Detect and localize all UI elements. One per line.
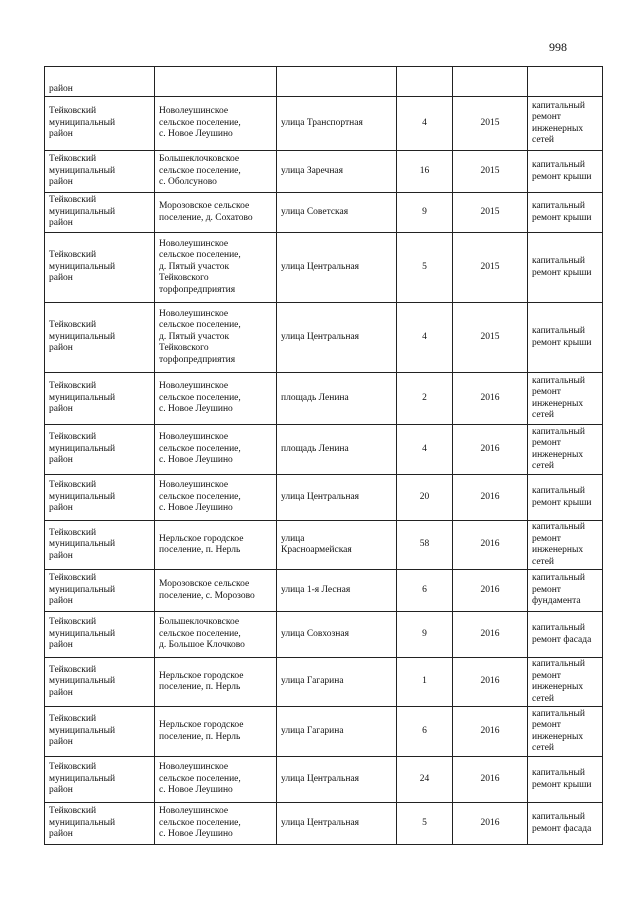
house-number-cell: 9 <box>397 612 453 658</box>
work-type-cell: капитальный ремонт инженерных сетей <box>528 425 603 475</box>
district-cell: Тейковский муниципальный район <box>45 707 155 757</box>
work-type-cell: капитальный ремонт фасада <box>528 612 603 658</box>
table-row <box>45 757 603 803</box>
table-row <box>45 521 603 570</box>
street-cell: площадь Ленина <box>277 373 397 425</box>
work-type-cell <box>528 67 603 97</box>
house-number-cell: 9 <box>397 193 453 233</box>
street-cell: улица Заречная <box>277 151 397 193</box>
work-type-cell: капитальный ремонт крыши <box>528 151 603 193</box>
district-cell: Тейковский муниципальный район <box>45 475 155 521</box>
street-cell: улица Красноармейская <box>277 521 397 570</box>
year-cell: 2016 <box>453 707 528 757</box>
year-cell: 2016 <box>453 757 528 803</box>
house-number-cell: 4 <box>397 425 453 475</box>
district-cell: Тейковский муниципальный район <box>45 303 155 373</box>
settlement-cell: Новолеушинское сельское поселение, с. Новое Леушино <box>155 757 277 803</box>
year-cell: 2015 <box>453 233 528 303</box>
house-number-cell: 1 <box>397 658 453 707</box>
year-cell: 2016 <box>453 570 528 612</box>
district-cell: Тейковский муниципальный район <box>45 233 155 303</box>
street-cell: улица Советская <box>277 193 397 233</box>
settlement-cell <box>155 67 277 97</box>
table-row <box>45 373 603 425</box>
street-cell: улица Центральная <box>277 757 397 803</box>
settlement-cell: Новолеушинское сельское поселение, с. Новое Леушино <box>155 475 277 521</box>
district-cell: Тейковский муниципальный район <box>45 193 155 233</box>
house-number-cell: 24 <box>397 757 453 803</box>
table-row <box>45 425 603 475</box>
house-number-cell: 2 <box>397 373 453 425</box>
repair-program-table <box>44 66 603 845</box>
settlement-cell: Большеклочковское сельское поселение, д. Большое Клочково <box>155 612 277 658</box>
street-cell: улица Центральная <box>277 803 397 845</box>
year-cell: 2015 <box>453 151 528 193</box>
street-cell: улица Центральная <box>277 303 397 373</box>
year-cell: 2015 <box>453 193 528 233</box>
settlement-cell: Морозовское сельское поселение, с. Морозово <box>155 570 277 612</box>
work-type-cell: капитальный ремонт инженерных сетей <box>528 373 603 425</box>
table-row <box>45 151 603 193</box>
settlement-cell: Новолеушинское сельское поселение, д. Пятый участок Тейковского торфопредприятия <box>155 233 277 303</box>
table-row <box>45 303 603 373</box>
year-cell <box>453 67 528 97</box>
street-cell: улица Гагарина <box>277 707 397 757</box>
settlement-cell: Большеклочковское сельское поселение, с. Оболсуново <box>155 151 277 193</box>
work-type-cell: капитальный ремонт инженерных сетей <box>528 707 603 757</box>
table-row <box>45 803 603 845</box>
house-number-cell: 6 <box>397 707 453 757</box>
work-type-cell: капитальный ремонт крыши <box>528 233 603 303</box>
table-row <box>45 97 603 151</box>
settlement-cell: Морозовское сельское поселение, д. Сохатово <box>155 193 277 233</box>
settlement-cell: Новолеушинское сельское поселение, с. Новое Леушино <box>155 425 277 475</box>
work-type-cell: капитальный ремонт крыши <box>528 475 603 521</box>
street-cell: улица Центральная <box>277 233 397 303</box>
settlement-cell: Нерльское городское поселение, п. Нерль <box>155 658 277 707</box>
district-cell: Тейковский муниципальный район <box>45 521 155 570</box>
street-cell: улица 1-я Лесная <box>277 570 397 612</box>
year-cell: 2016 <box>453 521 528 570</box>
district-cell: Тейковский муниципальный район <box>45 757 155 803</box>
table-row <box>45 193 603 233</box>
table-row <box>45 475 603 521</box>
work-type-cell: капитальный ремонт крыши <box>528 757 603 803</box>
work-type-cell: капитальный ремонт крыши <box>528 193 603 233</box>
district-cell: Тейковский муниципальный район <box>45 373 155 425</box>
district-cell: Тейковский муниципальный район <box>45 570 155 612</box>
work-type-cell: капитальный ремонт крыши <box>528 303 603 373</box>
street-cell: улица Гагарина <box>277 658 397 707</box>
settlement-cell: Нерльское городское поселение, п. Нерль <box>155 707 277 757</box>
settlement-cell: Новолеушинское сельское поселение, с. Новое Леушино <box>155 373 277 425</box>
district-cell: Тейковский муниципальный район <box>45 425 155 475</box>
table-row <box>45 570 603 612</box>
street-cell: улица Совхозная <box>277 612 397 658</box>
year-cell: 2015 <box>453 303 528 373</box>
page-number: 998 <box>549 40 567 54</box>
district-cell: Тейковский муниципальный район <box>45 803 155 845</box>
work-type-cell: капитальный ремонт фасада <box>528 803 603 845</box>
street-cell: улица Транспортная <box>277 97 397 151</box>
house-number-cell: 16 <box>397 151 453 193</box>
settlement-cell: Новолеушинское сельское поселение, с. Новое Леушино <box>155 97 277 151</box>
settlement-cell: Новолеушинское сельское поселение, д. Пятый участок Тейковского торфопредприятия <box>155 303 277 373</box>
district-cell: район <box>45 67 155 97</box>
year-cell: 2016 <box>453 803 528 845</box>
work-type-cell: капитальный ремонт фундамента <box>528 570 603 612</box>
year-cell: 2016 <box>453 425 528 475</box>
house-number-cell: 20 <box>397 475 453 521</box>
table-row <box>45 67 603 97</box>
street-cell: улица Центральная <box>277 475 397 521</box>
house-number-cell: 58 <box>397 521 453 570</box>
house-number-cell: 6 <box>397 570 453 612</box>
year-cell: 2016 <box>453 475 528 521</box>
house-number-cell: 4 <box>397 303 453 373</box>
table-row <box>45 658 603 707</box>
table-row <box>45 707 603 757</box>
year-cell: 2016 <box>453 612 528 658</box>
house-number-cell: 5 <box>397 233 453 303</box>
district-cell: Тейковский муниципальный район <box>45 612 155 658</box>
district-cell: Тейковский муниципальный район <box>45 151 155 193</box>
work-type-cell: капитальный ремонт инженерных сетей <box>528 658 603 707</box>
street-cell <box>277 67 397 97</box>
house-number-cell: 4 <box>397 97 453 151</box>
house-number-cell <box>397 67 453 97</box>
street-cell: площадь Ленина <box>277 425 397 475</box>
house-number-cell: 5 <box>397 803 453 845</box>
district-cell: Тейковский муниципальный район <box>45 658 155 707</box>
work-type-cell: капитальный ремонт инженерных сетей <box>528 521 603 570</box>
settlement-cell: Новолеушинское сельское поселение, с. Новое Леушино <box>155 803 277 845</box>
table-row <box>45 233 603 303</box>
year-cell: 2016 <box>453 658 528 707</box>
table-row <box>45 612 603 658</box>
year-cell: 2015 <box>453 97 528 151</box>
year-cell: 2016 <box>453 373 528 425</box>
settlement-cell: Нерльское городское поселение, п. Нерль <box>155 521 277 570</box>
district-cell: Тейковский муниципальный район <box>45 97 155 151</box>
work-type-cell: капитальный ремонт инженерных сетей <box>528 97 603 151</box>
